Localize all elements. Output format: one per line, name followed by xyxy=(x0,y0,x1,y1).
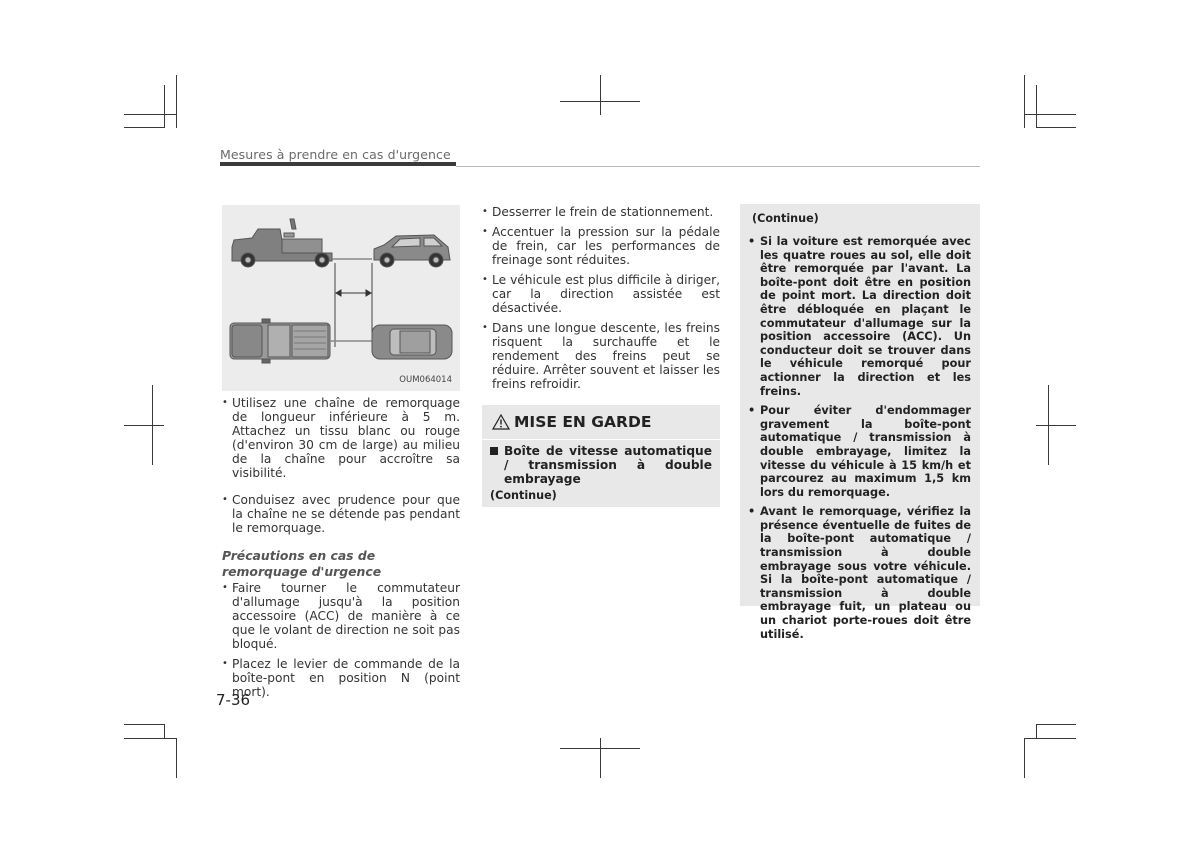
bullet-list xyxy=(748,235,971,647)
warning-item-text: Boîte de vitesse automatique / transmission à double embrayage xyxy=(504,444,712,486)
warning-box xyxy=(482,405,720,507)
list-item: • Faire tourner le commutateur d'allumage jusqu'à la position accessoire (ACC) de manière à ce que le volant de direction ne soit pas bloqué. xyxy=(222,581,460,651)
section-subheading: Précautions en cas de remorquage d'urgence xyxy=(222,548,382,579)
bullet-list xyxy=(222,396,460,535)
section-header: Mesures à prendre en cas d'urgence xyxy=(220,147,451,162)
warning-continued-box xyxy=(740,204,980,641)
list-item: • Avant le remorquage, vérifiez la présence éventuelle de fuites de la boîte-pont automatique / transmission à double embrayage sous votre véhicule. Si la boîte-pont automatique / transmission à double embrayage fuit, un plateau ou un chariot porte-roues doit être utilisé. xyxy=(748,505,971,641)
continue-label: (Continue) xyxy=(490,489,557,502)
header-rule-light xyxy=(456,166,980,167)
list-item: • Desserrer le frein de stationnement. xyxy=(482,205,720,219)
warning-title-text: MISE EN GARDE xyxy=(514,413,652,431)
bullet-list xyxy=(222,581,460,699)
bullet-list xyxy=(482,205,720,391)
towing-illustration xyxy=(222,205,460,391)
list-item: • Placez le levier de commande de la boîte-pont en position N (point mort). xyxy=(222,657,460,699)
suv-side-icon xyxy=(374,235,450,267)
header-rule-dark xyxy=(220,162,456,166)
list-item: • Le véhicule est plus difficile à diriger, car la direction assistée est désactivée. xyxy=(482,273,720,315)
warning-triangle-icon xyxy=(492,414,510,430)
page-number: 7-36 xyxy=(216,691,251,709)
list-item: • Utilisez une chaîne de remorquage de longueur inférieure à 5 m. Attachez un tissu blanc ou rouge (d'environ 30 cm de large) au milieu de la chaîne pour accroître sa visibilité. xyxy=(222,396,460,480)
list-item: • Dans une longue descente, les freins risquent la surchauffe et le rendement des freins peut se réduire. Arrêter souvent et laisser les freins refroidir. xyxy=(482,321,720,391)
continue-label: (Continue) xyxy=(752,212,819,225)
suv-top-icon xyxy=(372,325,452,359)
list-item: • Pour éviter d'endommager gravement la boîte-pont automatique / transmission à double embrayage, limitez la vitesse du véhicule à 15 km/h et parcourez au maximum 1,5 km lors du remorquage. xyxy=(748,404,971,499)
list-item: • Accentuer la pression sur la pédale de frein, car les performances de freinage sont réduites. xyxy=(482,225,720,267)
list-item: • Conduisez avec prudence pour que la chaîne ne se détende pas pendant le remorquage. xyxy=(222,493,460,535)
square-bullet-icon xyxy=(490,447,498,455)
warning-divider xyxy=(482,439,720,440)
list-item: • Si la voiture est remorquée avec les quatre roues au sol, elle doit être remorquée par l'avant. La boîte-pont doit être en position de point mort. La direction doit être débloquée en plaçant le commutateur d'allumage sur la position accessoire (ACC). Un conducteur doit se trouver dans le véhicule remorqué pour actionner la direction et les freins. xyxy=(748,235,971,398)
column-left xyxy=(222,396,460,705)
tow-truck-top-icon xyxy=(230,319,330,363)
warning-item xyxy=(490,444,712,486)
tow-truck-side-icon xyxy=(232,219,352,267)
warning-title xyxy=(492,413,651,431)
distance-arrow-icon xyxy=(336,290,371,296)
figure-code: OUM064014 xyxy=(399,375,452,385)
column-middle xyxy=(482,205,720,397)
